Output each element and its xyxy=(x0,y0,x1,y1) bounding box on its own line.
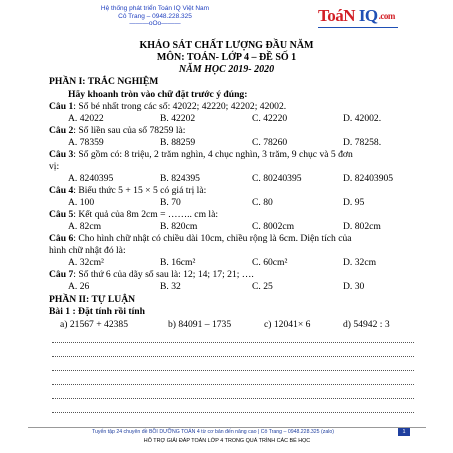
part1-heading: PHẦN I: TRẮC NGHIỆM xyxy=(49,76,159,87)
answer-line[interactable] xyxy=(52,369,414,371)
question-6: Câu 6: Cho hình chữ nhật có chiều dài 10cm, chiều rộng là 6cm. Diện tích của xyxy=(49,233,352,244)
part1-instruction: Hãy khoanh tròn vào chữ đặt trước ý đúng: xyxy=(68,89,248,100)
q5-option-b[interactable]: B. 820cm xyxy=(160,221,198,232)
q2-option-a[interactable]: A. 78359 xyxy=(68,137,104,148)
q5-option-d[interactable]: D. 802cm xyxy=(343,221,381,232)
q1-option-c[interactable]: C. 42220 xyxy=(252,113,288,124)
q3-option-b[interactable]: B. 824395 xyxy=(160,173,200,184)
exercise-b: b) 84091 – 1735 xyxy=(168,319,232,330)
header-contact: Cô Trang – 0948.228.325 xyxy=(118,12,192,20)
exercise-a: a) 21567 + 42385 xyxy=(60,319,129,330)
q3-option-a[interactable]: A. 8240395 xyxy=(68,173,114,184)
q7-option-c[interactable]: C. 25 xyxy=(252,281,273,292)
q5-option-a[interactable]: A. 82cm xyxy=(68,221,102,232)
q2-option-c[interactable]: C. 78260 xyxy=(252,137,288,148)
header-ornament: ———oOo——— xyxy=(129,20,181,27)
footer-divider xyxy=(28,427,426,428)
q6-option-a[interactable]: A. 32cm² xyxy=(68,257,104,268)
question-7: Câu 7: Số thứ 6 của dãy số sau là: 12; 14; 17; 21; …. xyxy=(49,269,254,280)
q4-option-c[interactable]: C. 80 xyxy=(252,197,273,208)
header-left xyxy=(95,5,215,28)
q6-option-b[interactable]: B. 16cm² xyxy=(160,257,196,268)
toaniq-logo: ToáN IQ.com xyxy=(318,6,395,25)
q4-option-a[interactable]: A. 100 xyxy=(68,197,95,208)
q3-option-d[interactable]: D. 82403905 xyxy=(343,173,394,184)
q1-option-d[interactable]: D. 42002. xyxy=(343,113,382,124)
question-6-cont: hình chữ nhật đó là: xyxy=(49,245,126,256)
q2-option-b[interactable]: B. 88259 xyxy=(160,137,196,148)
question-2: Câu 2: Số liền sau của số 78259 là: xyxy=(49,125,186,136)
q6-option-d[interactable]: D. 32cm xyxy=(343,257,377,268)
answer-line[interactable] xyxy=(52,411,414,413)
q1-option-b[interactable]: B. 42202 xyxy=(160,113,196,124)
exercise-c: c) 12041× 6 xyxy=(264,319,311,330)
answer-line[interactable] xyxy=(52,341,414,343)
q2-option-d[interactable]: D. 78258. xyxy=(343,137,382,148)
logo-underline xyxy=(318,27,398,28)
q6-option-c[interactable]: C. 60cm² xyxy=(252,257,288,268)
footer-support-text: HỖ TRỢ GIẢI ĐÁP TOÁN LỚP 4 TRONG QUÁ TRÌNH CÁC BÉ HỌC xyxy=(143,438,311,444)
exam-year: NĂM HỌC 2019- 2020 xyxy=(178,64,275,75)
answer-line[interactable] xyxy=(52,355,414,357)
q4-option-b[interactable]: B. 70 xyxy=(160,197,181,208)
q7-option-a[interactable]: A. 26 xyxy=(68,281,90,292)
q3-option-c[interactable]: C. 80240395 xyxy=(252,173,302,184)
q7-option-d[interactable]: D. 30 xyxy=(343,281,365,292)
exam-subject: MÔN: TOÁN- LỚP 4 – ĐỀ SỐ 1 xyxy=(156,52,297,63)
question-3-cont: vị: xyxy=(49,161,60,172)
q7-option-b[interactable]: B. 32 xyxy=(160,281,181,292)
question-3: Câu 3: Số gồm có: 8 triệu, 2 trăm nghìn, 4 chục nghìn, 3 trăm, 9 chục và 5 đơn xyxy=(49,149,353,160)
exercise-1-title: Bài 1 : Đặt tính rồi tính xyxy=(49,306,145,317)
answer-line[interactable] xyxy=(52,397,414,399)
q1-option-a[interactable]: A. 42022 xyxy=(68,113,104,124)
footer-text: Tuyển tập 24 chuyên đề BỒI DƯỠNG TOÁN 4 từ cơ bản đến nâng cao | Cô Trang – 0948.228.325 (zalo) xyxy=(92,429,334,435)
q5-option-c[interactable]: C. 8002cm xyxy=(252,221,295,232)
part2-heading: PHẦN II: TỰ LUẬN xyxy=(49,294,136,305)
header-org: Hệ thống phát triển Toán IQ Việt Nam xyxy=(100,5,210,12)
q4-option-d[interactable]: D. 95 xyxy=(343,197,365,208)
question-1: Câu 1: Số bé nhất trong các số: 42022; 42220; 42202; 42002. xyxy=(49,101,287,112)
answer-line[interactable] xyxy=(52,383,414,385)
page-number: 1 xyxy=(398,428,410,436)
question-5: Câu 5: Kết quả của 8m 2cm = …….. cm là: xyxy=(49,209,219,220)
exercise-d: d) 54942 : 3 xyxy=(343,319,390,330)
exam-title: KHẢO SÁT CHẤT LƯỢNG ĐẦU NĂM xyxy=(139,40,314,51)
question-4: Câu 4: Biểu thức 5 + 15 × 5 có giá trị là: xyxy=(49,185,207,196)
